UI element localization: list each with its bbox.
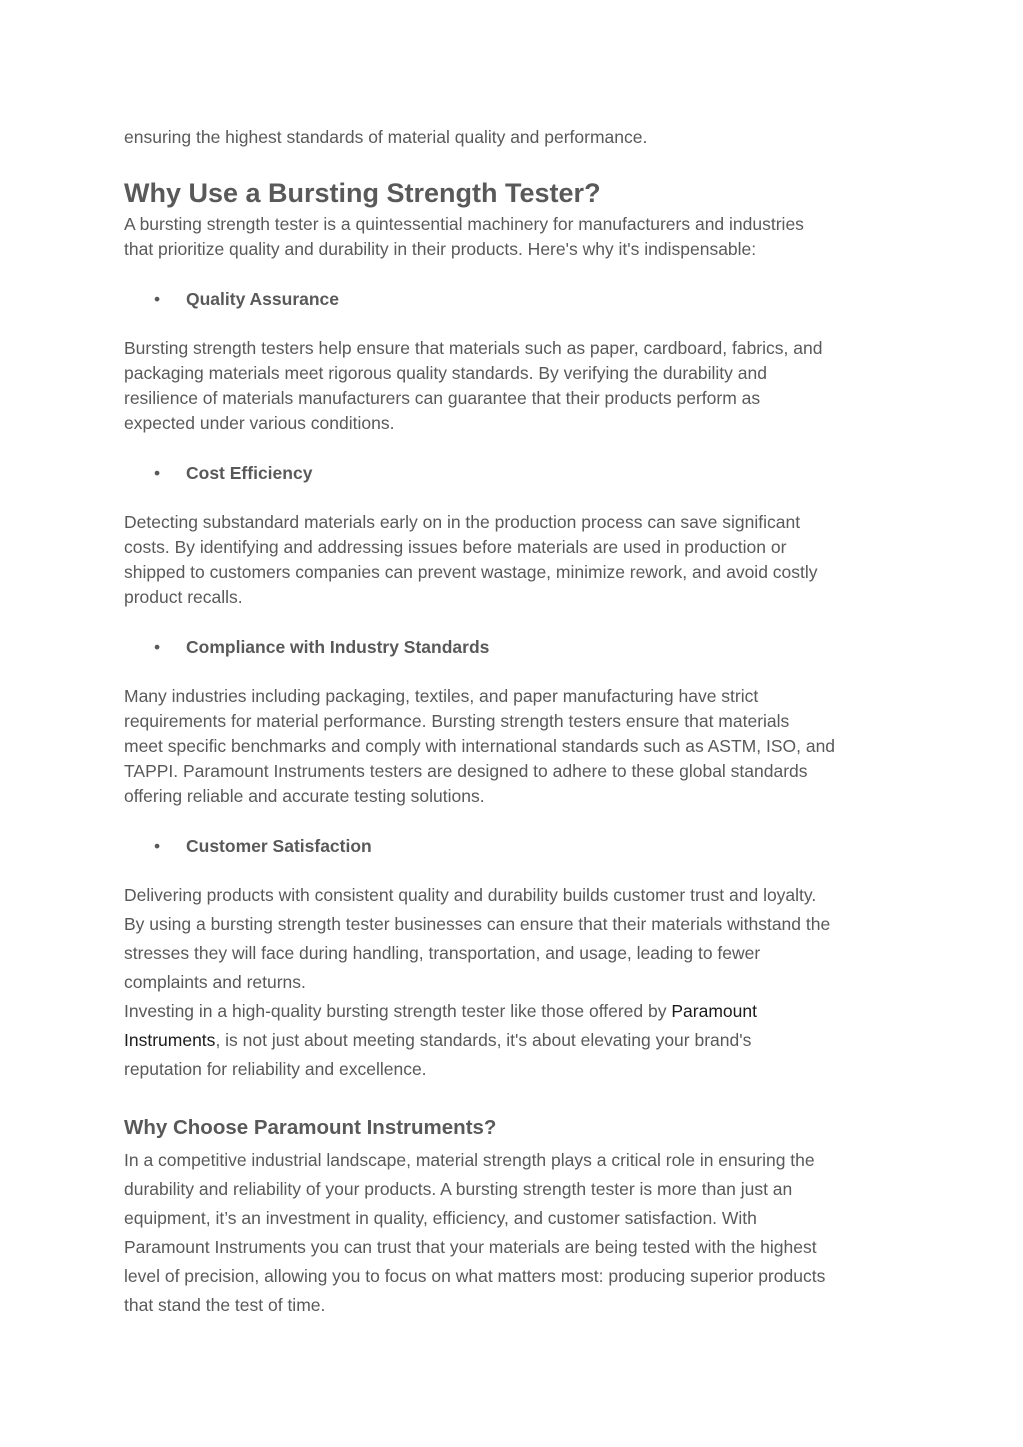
paragraph-line: complaints and returns.: [124, 972, 306, 992]
bullet-heading: Quality Assurance: [186, 289, 340, 309]
paragraph-line: expected under various conditions.: [124, 413, 395, 433]
paragraph-line: requirements for material performance. Bursting strength testers ensure that materials: [124, 711, 790, 731]
bullet-heading: Customer Satisfaction: [186, 836, 372, 856]
paragraph-line: In a competitive industrial landscape, material strength plays a critical role in ensuring the: [124, 1150, 815, 1170]
bullet-dot: •: [154, 289, 161, 309]
bullet-item-customer-satisfaction: [154, 834, 372, 859]
paragraph-line: Investing in a high-quality bursting strength tester like those offered by: [124, 1001, 672, 1021]
paragraph-line: Many industries including packaging, textiles, and paper manufacturing have strict: [124, 686, 759, 706]
paramount-instruments-link[interactable]: Paramount Instruments: [124, 1001, 757, 1050]
why-choose-paragraph: [124, 1146, 904, 1320]
paragraph-line: that prioritize quality and durability in their products. Here's why it's indispensable:: [124, 239, 757, 259]
paragraph-line: packaging materials meet rigorous quality standards. By verifying the durability and: [124, 363, 767, 383]
paragraph-line: Bursting strength testers help ensure that materials such as paper, cardboard, fabrics, and: [124, 338, 823, 358]
bullet-dot: •: [154, 637, 161, 657]
paragraph-line: , is not just about meeting standards, it's about elevating your brand's: [215, 1030, 752, 1050]
bullet-dot: •: [154, 836, 161, 856]
bullet-heading: Cost Efficiency: [186, 463, 313, 483]
compliance-paragraph: [124, 684, 904, 809]
paragraph-line: resilience of materials manufacturers can guarantee that their products perform as: [124, 388, 761, 408]
investing-paragraph: [124, 997, 904, 1084]
paragraph-line: meet specific benchmarks and comply with international standards such as ASTM, ISO, and: [124, 736, 836, 756]
paragraph-line: offering reliable and accurate testing solutions.: [124, 786, 485, 806]
paragraph-line: that stand the test of time.: [124, 1295, 326, 1315]
customer-satisfaction-paragraph: [124, 881, 904, 997]
paragraph-line: reputation for reliability and excellence.: [124, 1059, 427, 1079]
why-choose-title: Why Choose Paramount Instruments?: [124, 1116, 497, 1139]
section-intro-paragraph: [124, 212, 904, 262]
paragraph-line: equipment, it’s an investment in quality, efficiency, and customer satisfaction. With: [124, 1208, 757, 1228]
paragraph-line: level of precision, allowing you to focus on what matters most: producing superior products: [124, 1266, 826, 1286]
paragraph-line: durability and reliability of your products. A bursting strength tester is more than just an: [124, 1179, 793, 1199]
section-title: Why Use a Bursting Strength Tester?: [124, 178, 601, 208]
paragraph-line: Delivering products with consistent quality and durability builds customer trust and loyalty.: [124, 885, 817, 905]
paragraph-line: product recalls.: [124, 587, 243, 607]
bullet-item-cost-efficiency: [154, 461, 312, 486]
bullet-item-quality-assurance: [154, 287, 339, 312]
paragraph-line: Detecting substandard materials early on in the production process can save significant: [124, 512, 801, 532]
bullet-dot: •: [154, 463, 161, 483]
bullet-item-compliance: [154, 635, 489, 660]
paragraph-line: TAPPI. Paramount Instruments testers are designed to adhere to these global standards: [124, 761, 808, 781]
paragraph-line: A bursting strength tester is a quintessential machinery for manufacturers and industries: [124, 214, 804, 234]
intro-line: ensuring the highest standards of material quality and performance.: [124, 127, 648, 147]
paragraph-line: costs. By identifying and addressing issues before materials are used in production or: [124, 537, 787, 557]
bullet-heading: Compliance with Industry Standards: [186, 637, 490, 657]
paragraph-line: stresses they will face during handling, transportation, and usage, leading to fewer: [124, 943, 761, 963]
paragraph-line: By using a bursting strength tester businesses can ensure that their materials withstand the: [124, 914, 831, 934]
quality-assurance-paragraph: [124, 336, 904, 436]
cost-efficiency-paragraph: [124, 510, 904, 610]
paragraph-line: Paramount Instruments you can trust that your materials are being tested with the highest: [124, 1237, 817, 1257]
paragraph-line: shipped to customers companies can prevent wastage, minimize rework, and avoid costly: [124, 562, 818, 582]
